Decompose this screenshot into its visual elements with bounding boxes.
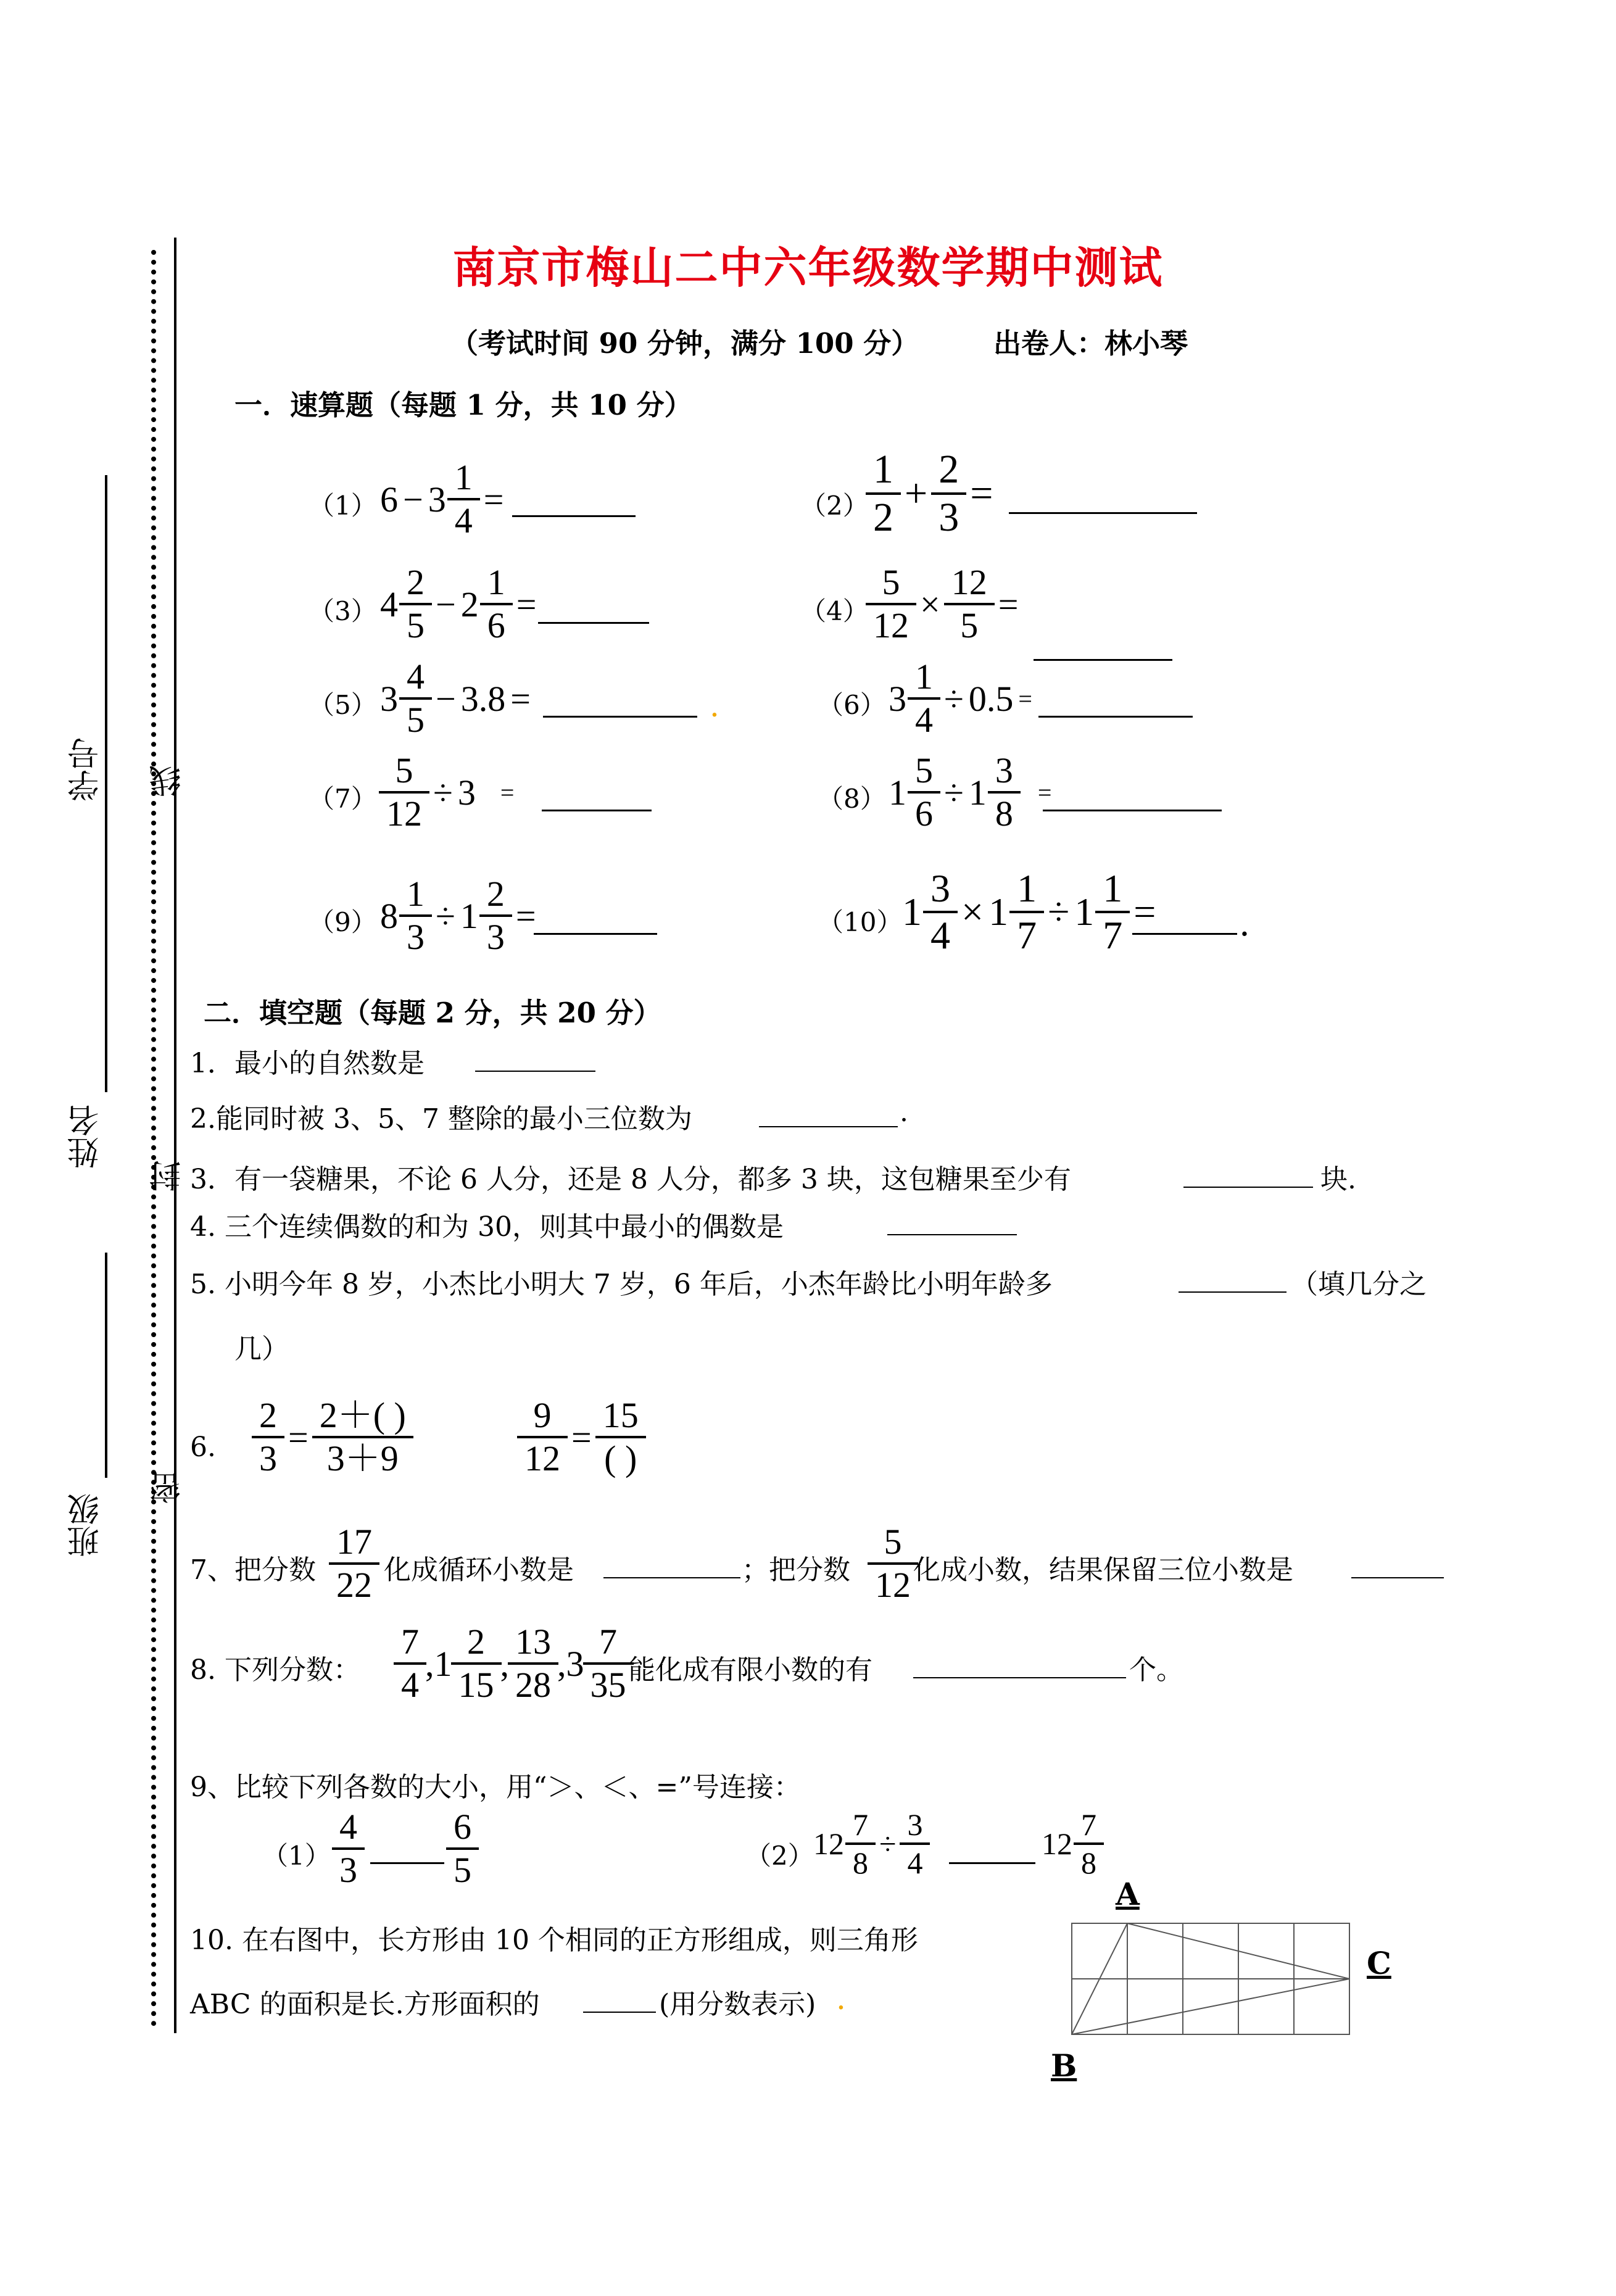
fill-q7-a: 7、把分数 [190,1554,316,1586]
q2-expr: $\frac{1}{2}$ + $\frac{2}{3}$ = [867,449,998,538]
fill-q9-1-blank[interactable] [370,1862,444,1864]
grid-triangle-diagram [1071,1922,1354,2045]
q8-label: （8） [818,784,886,814]
dotted-seal-line [151,250,156,2027]
q9-expr: 8 $\frac{1}{3}$ ÷ 1 $\frac{2}{3}$ = [380,874,536,957]
fill-q8-fractions: $\frac{7}{4}$ , 1 $\frac{2}{15}$ , $\frac{13}{28}$ , 3 $\frac{7}{35}$ [395,1624,632,1703]
q2-answer-blank[interactable] [1009,512,1197,514]
fill-q9-2-right: 12 $\frac{7}{8}$ [1042,1809,1103,1878]
point-a-label: A [1116,1876,1140,1912]
q8-expr: 1 $\frac{5}{6}$ ÷ 1 $\frac{3}{8}$ = [889,750,1052,834]
class-label: 班级 [68,1493,105,1557]
q3-expr: 4 $\frac{2}{5}$ − 2 $\frac{1}{6}$ = [380,562,537,645]
fill-q7-d: 化成小数，结果保留三位小数是 [913,1554,1293,1586]
fill-q3-blank[interactable] [1183,1187,1313,1188]
fill-q5-cont: 几） [234,1333,289,1365]
fill-q9-1-frac1: $\frac{4}{3}$ [333,1809,363,1888]
binding-line [174,238,176,2033]
fill-q9-2-label: （2） [745,1841,814,1871]
fill-q8-a: 8. 下列分数： [190,1654,360,1686]
point-b-label: B [1051,2047,1077,2084]
fill-q10-c: (用分数表示) [659,1989,816,2020]
q6-label: （6） [818,690,886,720]
fill-q10-end: . [836,1981,846,2016]
fill-q9-1-label: （1） [262,1841,331,1871]
fill-q4-blank[interactable] [887,1234,1017,1235]
fill-q6-expr-b: $\frac{9}{12}$ = $\frac{15}{( )}$ [518,1398,645,1477]
q4-answer-blank[interactable] [1034,659,1172,661]
fill-q7-frac1: $\frac{17}{22}$ [330,1524,378,1603]
q6-answer-blank[interactable] [1038,716,1193,718]
fill-q7-b: 化成循环小数是 [384,1554,574,1586]
fill-q9-2-left: 12 $\frac{7}{8}$ ÷ $\frac{3}{4}$ [813,1809,929,1878]
author-info: 出卷人：林小琴 [993,327,1188,360]
name-label: 姓名 [68,1104,105,1169]
stray-dot: . [710,688,719,724]
q10-end-dot: . [1239,904,1250,944]
q1-answer-blank[interactable] [512,515,636,517]
fill-q6-expr-a: $\frac{2}{3}$ = $\frac{2+( )}{3+9}$ [253,1398,412,1477]
fill-q3: 3．有一袋糖果，不论 6 人分，还是 8 人分，都多 3 块，这包糖果至少有 [190,1164,1071,1195]
fill-q9-1-frac2: $\frac{6}{5}$ [447,1809,478,1888]
q10-answer-blank[interactable] [1132,933,1237,935]
fill-q2: 2.能同时被 3、5、7 整除的最小三位数为 [190,1103,692,1135]
q2-label: （2） [800,491,869,521]
q5-label: （5） [309,690,377,720]
section2-heading: 二．填空题（每题 2 分，共 20 分） [204,997,661,1029]
q8-answer-blank[interactable] [1043,810,1222,811]
fill-q8-b: 能化成有限小数的有 [628,1654,872,1686]
fill-q7-blank2[interactable] [1351,1577,1444,1578]
fill-q10-b: ABC 的面积是长.方形面积的 [190,1989,540,2020]
fill-q8-blank[interactable] [913,1677,1126,1678]
q7-answer-blank[interactable] [542,810,652,811]
fill-q6-label: 6. [190,1432,216,1463]
fill-q10-a: 10. 在右图中，长方形由 10 个相同的正方形组成，则三角形 [190,1925,918,1956]
q4-expr: $\frac{5}{12}$ × $\frac{12}{5}$ = [867,565,1023,644]
q3-answer-blank[interactable] [538,622,649,624]
fill-q9: 9、比较下列各数的大小，用“＞、＜、=”号连接： [190,1772,801,1803]
section1-heading: 一．速算题（每题 1 分，共 10 分） [234,389,692,421]
student-no-label: 学号 [68,737,105,802]
fill-q2-blank[interactable] [759,1126,898,1127]
q1-expr: 6 − 3 $\frac{1}{4}$ = [380,457,504,541]
seal-mi-label: 密 [150,1472,187,1504]
fill-q10-blank[interactable] [583,2012,656,2013]
q10-label: （10） [818,907,903,937]
fill-q5-end: （填几分之 [1291,1269,1427,1300]
fill-q5: 5. 小明今年 8 岁，小杰比小明大 7 岁，6 年后，小杰年龄比小明年龄多 [190,1269,1053,1300]
q10-expr: 1 $\frac{3}{4}$ × 1 $\frac{1}{7}$ ÷ 1 $\frac{1}{7}$ = [902,866,1156,957]
seal-feng-label: 封 [150,1160,187,1192]
q6-expr: 3 $\frac{1}{4}$ ÷ 0.5 = [889,657,1032,740]
fill-q1: 1．最小的自然数是 [190,1048,425,1079]
fill-q7-blank1[interactable] [603,1577,740,1578]
fill-q7-c: ；把分数 [742,1554,850,1586]
q5-expr: 3 $\frac{4}{5}$ − 3.8 = [380,657,531,740]
seal-xian-label: 线 [150,765,187,797]
q7-label: （7） [309,784,377,814]
point-c-label: C [1367,1945,1391,1981]
q1-label: （1） [309,491,377,521]
q9-label: （9） [309,907,377,937]
q4-label: （4） [800,596,869,626]
fill-q2-end: . [900,1096,908,1128]
fill-q9-2-blank[interactable] [949,1862,1035,1864]
q7-expr: $\frac{5}{12}$ ÷ 3 = [380,753,519,832]
q3-label: （3） [309,596,377,626]
q5-answer-blank[interactable] [543,716,697,718]
fill-q5-blank[interactable] [1179,1291,1287,1293]
student-no-blank-line [105,475,107,728]
exam-info: （考试时间 90 分钟，满分 100 分） [450,327,919,360]
fill-q3-end: 块. [1320,1164,1356,1195]
fill-q7-frac2: $\frac{5}{12}$ [869,1524,917,1603]
rectangle-figure [1071,1922,1354,2048]
fill-q8-end: 个。 [1129,1654,1183,1686]
class-blank-line [105,1253,107,1478]
fill-q4: 4. 三个连续偶数的和为 30，则其中最小的偶数是 [190,1211,784,1243]
fill-q1-blank[interactable] [475,1071,595,1072]
q9-answer-blank[interactable] [534,933,657,935]
page-title: 南京市梅山二中六年级数学期中测试 [452,242,1164,293]
